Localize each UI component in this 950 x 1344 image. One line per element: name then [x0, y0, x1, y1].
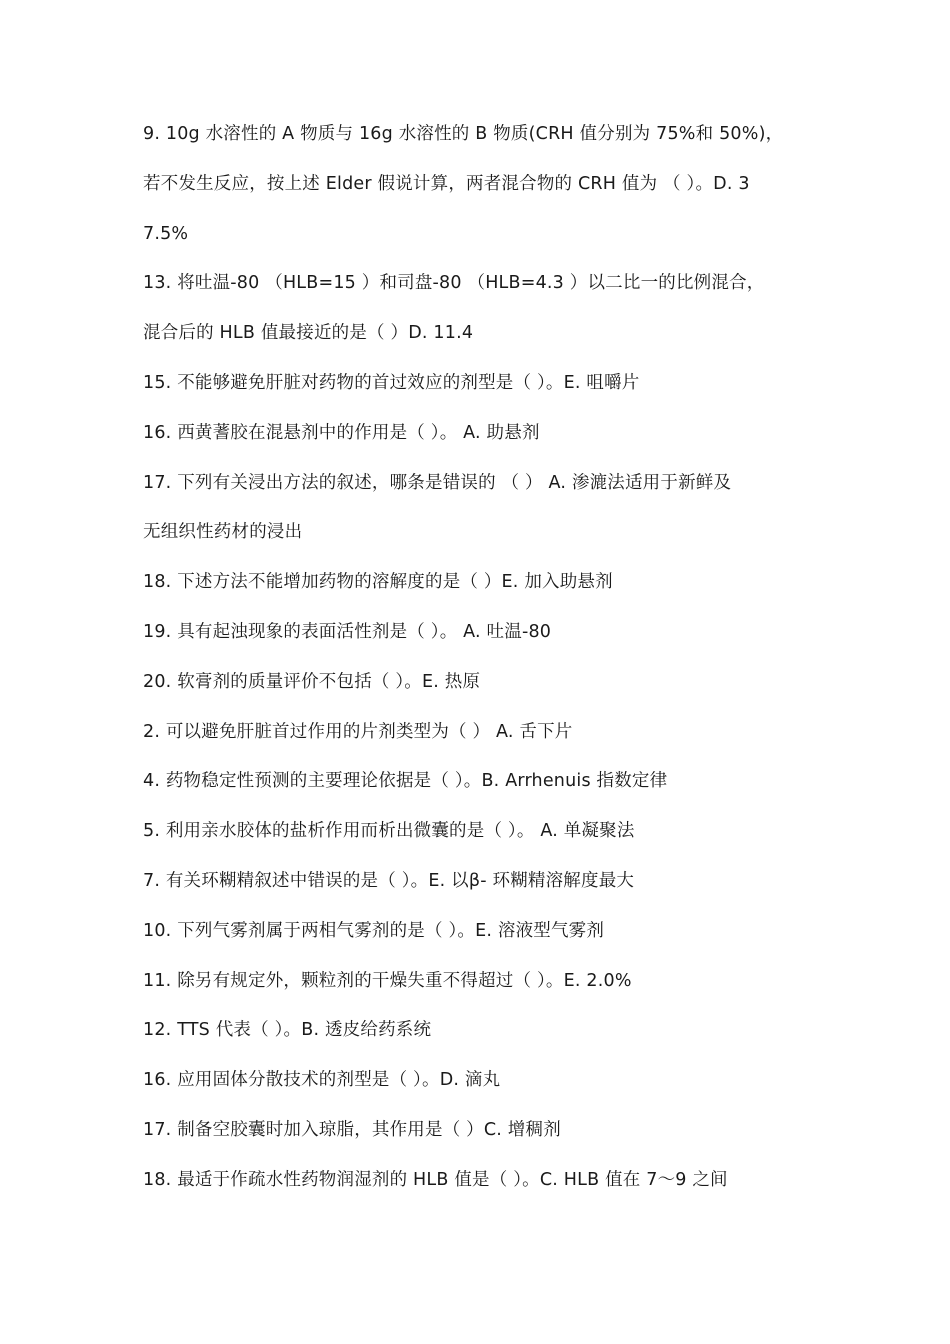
- text-line: 混合后的 HLB 值最接近的是（ ）D. 11.4: [143, 323, 474, 344]
- text-line: 11. 除另有规定外，颗粒剂的干燥失重不得超过（ ）。E. 2.0%: [143, 970, 632, 991]
- text-line: 若不发生反应，按上述 Elder 假说计算，两者混合物的 CRH 值为 （ ）。D. 3: [143, 173, 750, 194]
- text-line: 20. 软膏剂的质量评价不包括（ ）。E. 热原: [143, 671, 481, 692]
- text-line: 无组织性药材的浸出: [143, 522, 303, 543]
- text-line: 7.5%: [143, 223, 189, 244]
- text-line: 15. 不能够避免肝脏对药物的首过效应的剂型是（ ）。E. 咀嚼片: [143, 372, 640, 393]
- text-line: 17. 下列有关浸出方法的叙述，哪条是错误的 （ ） A. 渗漉法适用于新鲜及: [143, 472, 732, 493]
- document-body: [143, 110, 815, 1206]
- text-line: 16. 西黄蓍胶在混悬剂中的作用是（ ）。 A. 助悬剂: [143, 422, 540, 443]
- text-line: 4. 药物稳定性预测的主要理论依据是（ ）。B. Arrhenuis 指数定律: [143, 771, 668, 792]
- text-line: 5. 利用亲水胶体的盐析作用而析出微囊的是（ ）。 A. 单凝聚法: [143, 821, 635, 842]
- text-line: 7. 有关环糊精叙述中错误的是（ ）。E. 以β- 环糊精溶解度最大: [143, 870, 635, 891]
- text-line: 10. 下列气雾剂属于两相气雾剂的是（ ）。E. 溶液型气雾剂: [143, 920, 605, 941]
- text-line: 18. 最适于作疏水性药物润湿剂的 HLB 值是（ ）。C. HLB 值在 7～9 之间: [143, 1169, 728, 1190]
- text-line: 19. 具有起浊现象的表面活性剂是（ ）。 A. 吐温-80: [143, 621, 552, 642]
- text-line: 17. 制备空胶囊时加入琼脂，其作用是（ ）C. 增稠剂: [143, 1119, 561, 1140]
- text-line: 16. 应用固体分散技术的剂型是（ ）。D. 滴丸: [143, 1070, 501, 1091]
- text-line: 18. 下述方法不能增加药物的溶解度的是（ ）E. 加入助悬剂: [143, 572, 613, 593]
- text-line: 2. 可以避免肝脏首过作用的片剂类型为（ ） A. 舌下片: [143, 721, 573, 742]
- text-line: 13. 将吐温-80 （HLB=15 ）和司盘-80 （HLB=4.3 ）以二比一的比例混合，: [143, 273, 765, 294]
- text-line: 12. TTS 代表（ ）。B. 透皮给药系统: [143, 1020, 432, 1041]
- text-line: 9. 10g 水溶性的 A 物质与 16g 水溶性的 B 物质(CRH 值分别为 75%和 50%)，: [143, 124, 784, 144]
